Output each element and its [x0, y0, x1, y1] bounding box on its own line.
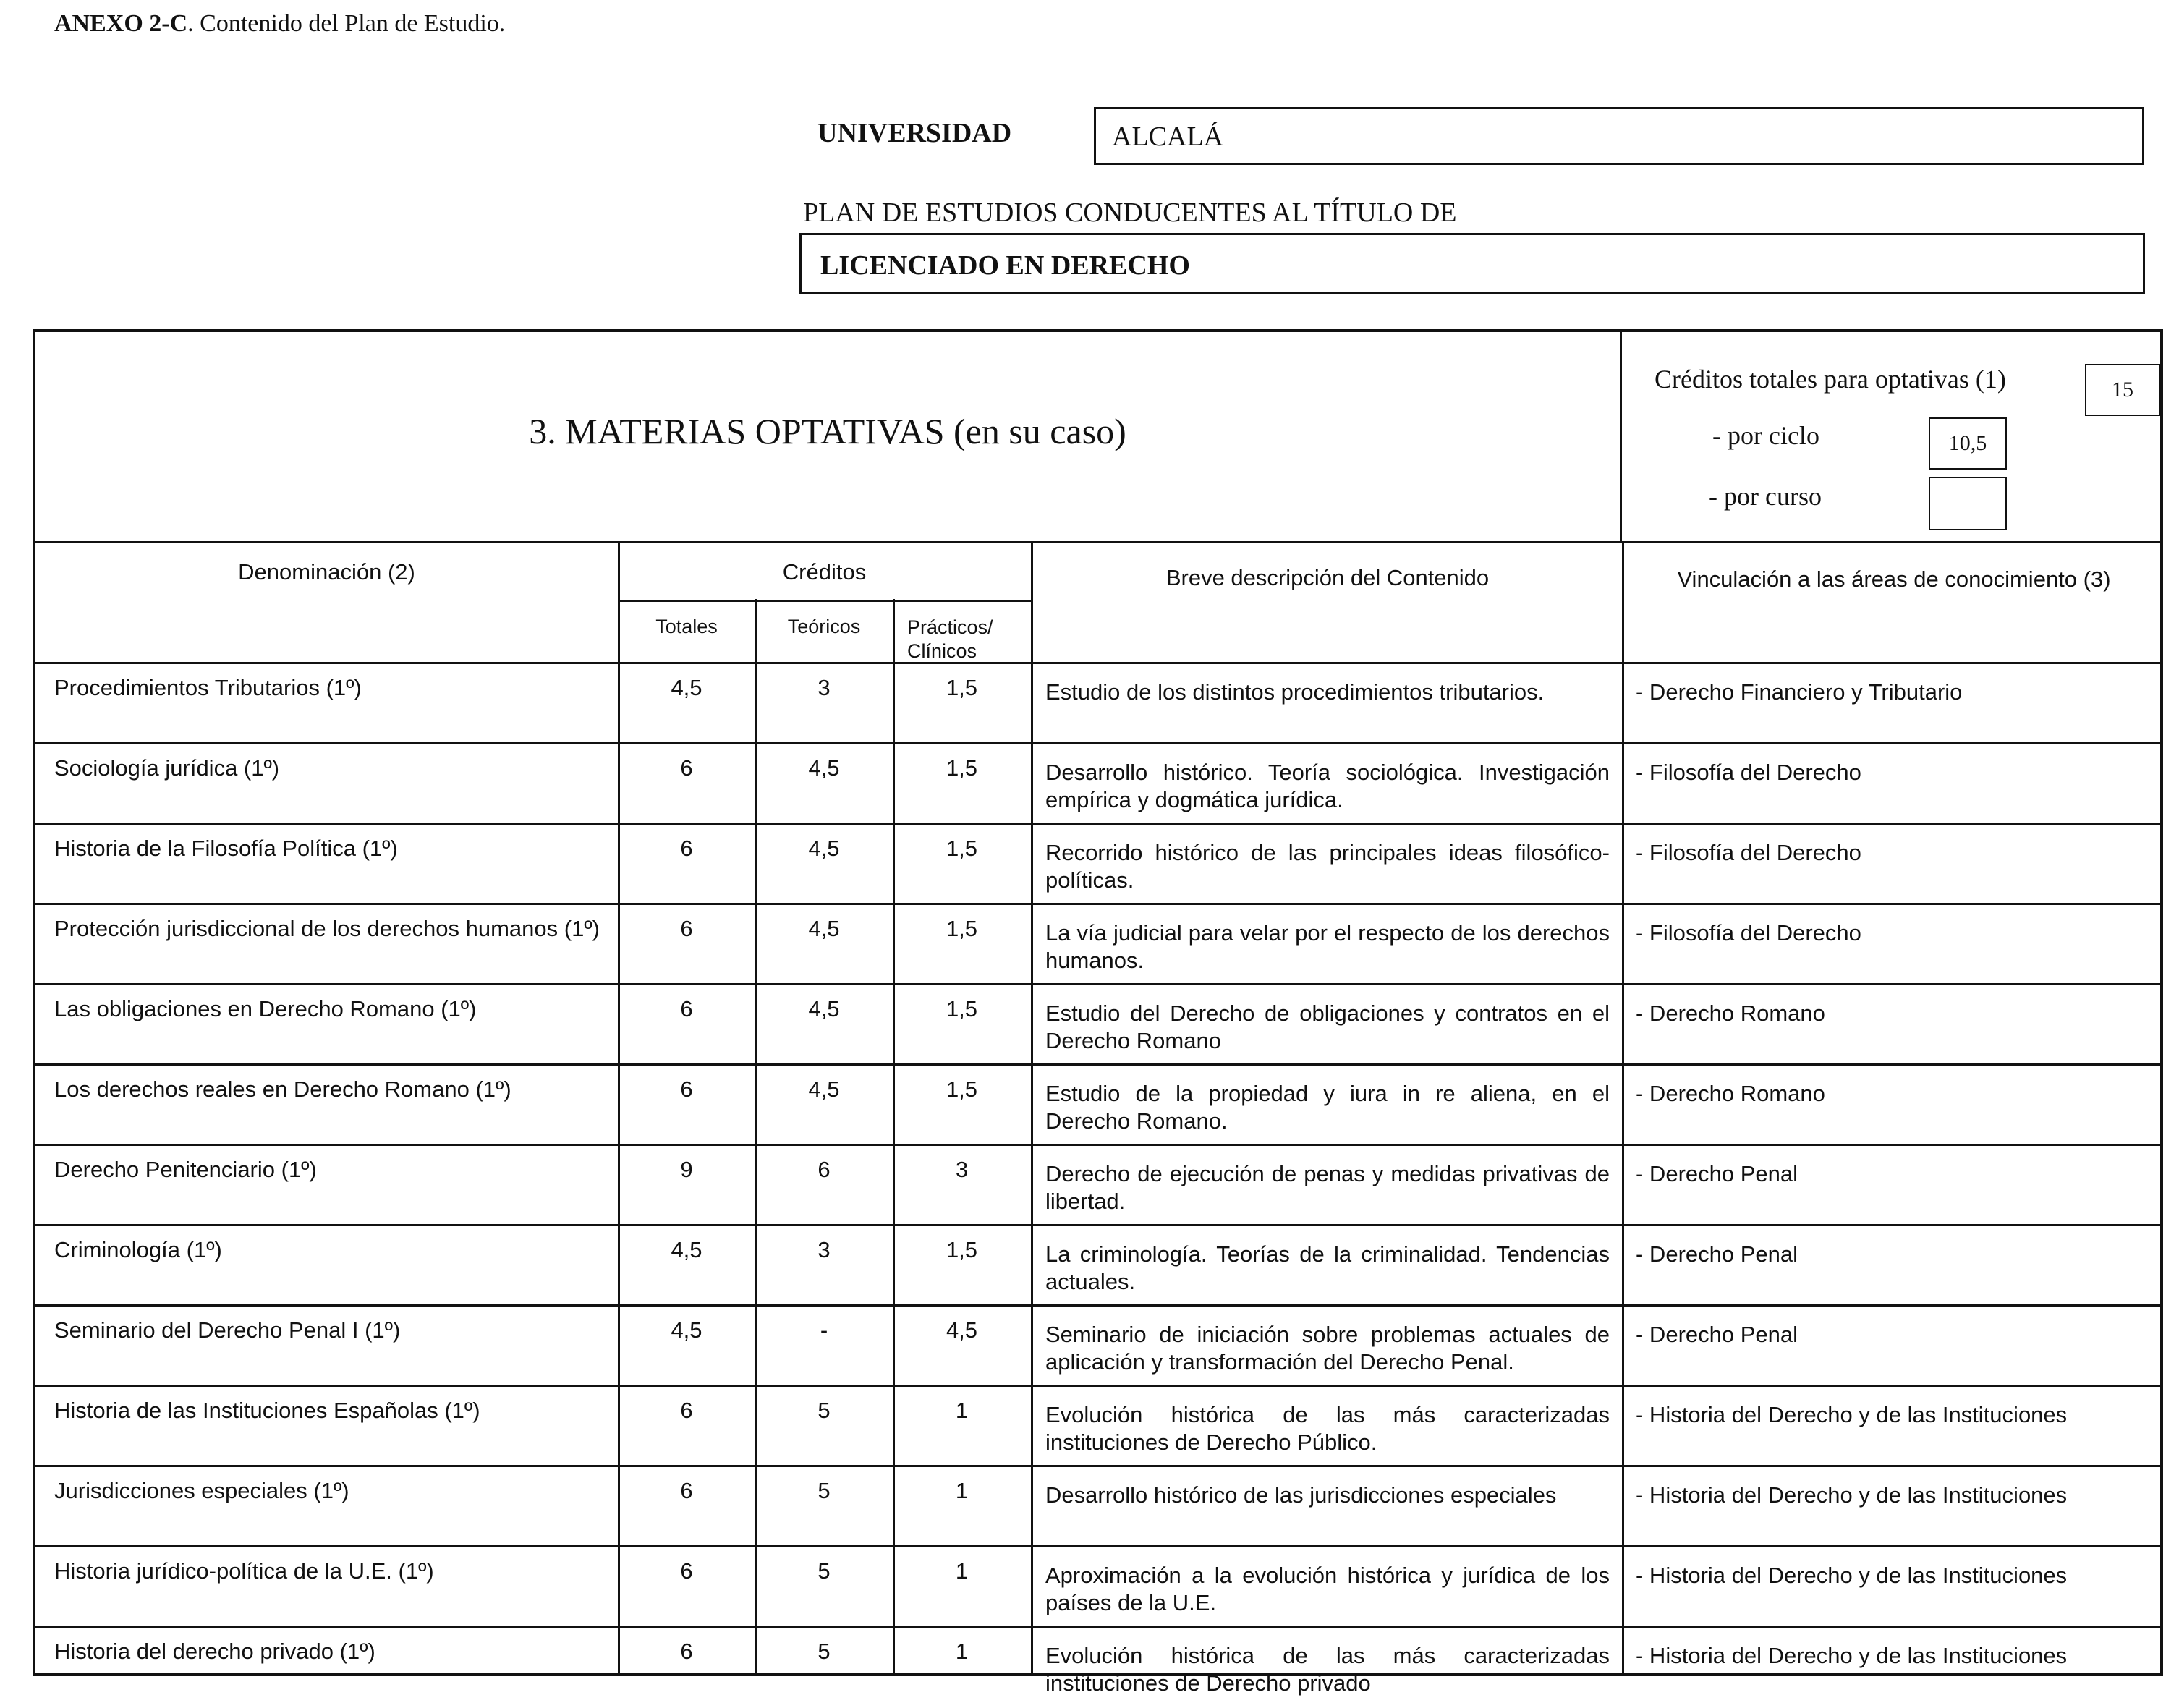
subject-name: Historia del derecho privado (1º): [54, 1639, 375, 1664]
credits-teoricos: 4,5: [808, 996, 840, 1021]
credits-practicos: 1,5: [946, 836, 978, 861]
knowledge-area: - Derecho Penal: [1636, 1322, 1798, 1347]
section-title: 3. MATERIAS OPTATIVAS (en su caso): [529, 411, 1126, 451]
credits-totales: 9: [680, 1157, 693, 1182]
content-description: La vía judicial para velar por el respecto de los derechos humanos.: [1045, 920, 1610, 973]
knowledge-area: - Historia del Derecho y de las Instituciones: [1636, 1643, 2068, 1668]
subject-name: Historia de las Instituciones Españolas (1º): [54, 1398, 480, 1423]
header-vinculacion: Vinculación a las áreas de conocimiento (3): [1677, 566, 2111, 592]
credits-teoricos: -: [820, 1317, 828, 1343]
subject-name: Los derechos reales en Derecho Romano (1º): [54, 1076, 511, 1102]
credits-practicos: 4,5: [946, 1317, 978, 1343]
table-row: [35, 1307, 2160, 1387]
table-row: [35, 905, 2160, 985]
credits-totales: 4,5: [671, 675, 702, 700]
knowledge-area: - Derecho Romano: [1636, 1081, 1825, 1106]
credits-totales: 6: [680, 1478, 693, 1503]
subject-name: Criminología (1º): [54, 1237, 222, 1262]
table-row: [35, 664, 2160, 744]
credits-totales: 6: [680, 1398, 693, 1423]
knowledge-area: - Historia del Derecho y de las Instituciones: [1636, 1563, 2068, 1588]
knowledge-area: - Filosofía del Derecho: [1636, 760, 1861, 785]
credits-teoricos: 5: [817, 1478, 831, 1503]
column-divider: [1031, 541, 1033, 1673]
credits-practicos: 1,5: [946, 755, 978, 781]
per-course-value: [1929, 477, 2007, 530]
table-row: [35, 744, 2160, 825]
column-divider: [1622, 541, 1624, 1673]
header-creditos: Créditos: [782, 559, 867, 585]
header-totales: Totales: [655, 616, 718, 637]
column-divider: [755, 599, 757, 1673]
subject-name: Jurisdicciones especiales (1º): [54, 1478, 349, 1503]
credits-totales: 6: [680, 916, 693, 941]
header-teoricos: Teóricos: [787, 616, 861, 637]
header-practicos-line2: Clínicos: [907, 640, 977, 662]
per-course-label: - por curso: [1709, 482, 1822, 511]
credits-totales: 6: [680, 996, 693, 1021]
content-description: Recorrido histórico de las principales ideas filosófico-políticas.: [1045, 840, 1610, 893]
optional-credits-panel: [1622, 332, 2160, 541]
credits-practicos: 1,5: [946, 675, 978, 700]
table-row: [35, 1226, 2160, 1307]
annex-header: [54, 10, 505, 38]
credits-practicos: 3: [955, 1157, 969, 1182]
content-description: Estudio del Derecho de obligaciones y contratos en el Derecho Romano: [1045, 1000, 1610, 1053]
degree-title-box: [799, 233, 2145, 294]
content-description: Estudio de la propiedad y iura in re aliena, en el Derecho Romano.: [1045, 1081, 1610, 1134]
credits-totales: 6: [680, 1558, 693, 1584]
credits-practicos: 1: [955, 1398, 969, 1423]
table-row: [35, 1066, 2160, 1146]
content-description: Evolución histórica de las más caracterizadas instituciones de Derecho privado: [1045, 1643, 1610, 1696]
table-row: [35, 985, 2160, 1066]
subject-name: Derecho Penitenciario (1º): [54, 1157, 317, 1182]
credits-teoricos: 5: [817, 1558, 831, 1584]
table-header-row: [35, 541, 2160, 664]
annex-number: ANEXO 2-C: [54, 10, 188, 37]
credits-practicos: 1,5: [946, 1076, 978, 1102]
plan-label: PLAN DE ESTUDIOS CONDUCENTES AL TÍTULO DE: [803, 197, 1457, 228]
credits-practicos: 1: [955, 1558, 969, 1584]
per-cycle-value: 10,5: [1929, 417, 2007, 470]
credits-totales: 6: [680, 836, 693, 861]
subject-name: Procedimientos Tributarios (1º): [54, 675, 362, 700]
credits-total-label: Créditos totales para optativas (1): [1655, 365, 2006, 394]
table-row: [35, 1146, 2160, 1226]
credits-practicos: 1: [955, 1639, 969, 1664]
credits-practicos: 1,5: [946, 1237, 978, 1262]
credits-teoricos: 5: [817, 1639, 831, 1664]
subject-name: Sociología jurídica (1º): [54, 755, 280, 781]
header-denominacion: Denominación (2): [238, 559, 415, 585]
knowledge-area: - Derecho Financiero y Tributario: [1636, 679, 1963, 705]
credits-totales: 6: [680, 755, 693, 781]
table-row: [35, 1387, 2160, 1467]
content-description: Aproximación a la evolución histórica y jurídica de los países de la U.E.: [1045, 1563, 1610, 1615]
optional-subjects-table: [33, 329, 2163, 1696]
credits-practicos: 1,5: [946, 996, 978, 1021]
subject-name: Historia de la Filosofía Política (1º): [54, 836, 398, 861]
credits-totales: 6: [680, 1639, 693, 1664]
per-cycle-label: - por ciclo: [1712, 421, 1819, 450]
header-practicos: [907, 616, 1030, 663]
table-row: [35, 1547, 2160, 1628]
content-description: Desarrollo histórico de las jurisdicciones especiales: [1045, 1482, 1557, 1508]
credits-practicos: 1,5: [946, 916, 978, 941]
table-row: [35, 825, 2160, 905]
degree-title: LICENCIADO EN DERECHO: [820, 250, 1190, 281]
table-row: [35, 1467, 2160, 1547]
annex-description: . Contenido del Plan de Estudio.: [187, 10, 506, 37]
content-description: Evolución histórica de las más caracterizadas instituciones de Derecho Público.: [1045, 1402, 1610, 1455]
subject-name: Seminario del Derecho Penal I (1º): [54, 1317, 401, 1343]
content-description: La criminología. Teorías de la criminalidad. Tendencias actuales.: [1045, 1241, 1610, 1294]
credits-teoricos: 5: [817, 1398, 831, 1423]
credits-teoricos: 3: [817, 1237, 831, 1262]
column-divider: [893, 599, 895, 1673]
subject-name: Las obligaciones en Derecho Romano (1º): [54, 996, 477, 1021]
credits-subheader-divider: [618, 600, 1031, 602]
knowledge-area: - Derecho Penal: [1636, 1241, 1798, 1267]
university-label: UNIVERSIDAD: [817, 118, 1012, 148]
knowledge-area: - Historia del Derecho y de las Instituciones: [1636, 1482, 2068, 1508]
content-description: Seminario de iniciación sobre problemas actuales de aplicación y transformación del Derecho Penal.: [1045, 1322, 1610, 1375]
credits-teoricos: 4,5: [808, 836, 840, 861]
university-box: [1094, 107, 2144, 165]
header-practicos-line1: Prácticos/: [907, 616, 993, 638]
credits-totales: 4,5: [671, 1317, 702, 1343]
credits-practicos: 1: [955, 1478, 969, 1503]
credits-teoricos: 4,5: [808, 1076, 840, 1102]
knowledge-area: - Filosofía del Derecho: [1636, 920, 1861, 946]
content-description: Desarrollo histórico. Teoría sociológica. Investigación empírica y dogmática jurídica.: [1045, 760, 1610, 812]
knowledge-area: - Derecho Romano: [1636, 1000, 1825, 1026]
credits-totales: 6: [680, 1076, 693, 1102]
credits-teoricos: 4,5: [808, 755, 840, 781]
credits-totales: 4,5: [671, 1237, 702, 1262]
credits-teoricos: 6: [817, 1157, 831, 1182]
header-descripcion: Breve descripción del Contenido: [1165, 565, 1490, 590]
subject-name: Protección jurisdiccional de los derechos humanos (1º): [54, 916, 600, 941]
knowledge-area: - Derecho Penal: [1636, 1161, 1798, 1186]
subject-name: Historia jurídico-política de la U.E. (1º): [54, 1558, 434, 1584]
content-description: Derecho de ejecución de penas y medidas privativas de libertad.: [1045, 1161, 1610, 1214]
content-description: Estudio de los distintos procedimientos tributarios.: [1045, 679, 1545, 705]
knowledge-area: - Historia del Derecho y de las Instituciones: [1636, 1402, 2068, 1427]
university-value: ALCALÁ: [1112, 122, 1224, 152]
section-heading-cell: [35, 332, 1622, 541]
credits-teoricos: 3: [817, 675, 831, 700]
credits-total-value: 15: [2085, 364, 2160, 416]
table-row: [35, 1628, 2160, 1708]
column-divider: [618, 541, 620, 1673]
knowledge-area: - Filosofía del Derecho: [1636, 840, 1861, 865]
credits-teoricos: 4,5: [808, 916, 840, 941]
